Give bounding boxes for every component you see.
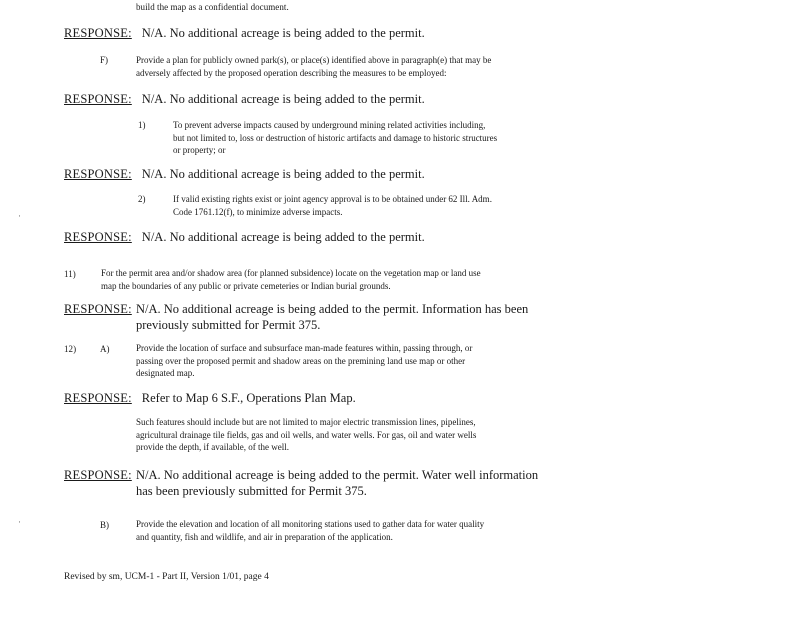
item-f-line: adversely affected by the proposed operation describing the measures to be employed: (136, 67, 447, 78)
top-fragment: build the map as a confidential document. (136, 2, 289, 12)
item-12-marker: 12) (64, 344, 77, 354)
response-label: RESPONSE: (64, 391, 132, 405)
note-12a-line: agricultural drainage tile fields, gas and oil wells, and water wells. For gas, oil and water wells (136, 429, 477, 440)
item-2-line: Code 1761.12(f), to minimize adverse impacts. (173, 206, 343, 217)
response-6 (64, 392, 356, 405)
item-12a-text (136, 342, 472, 380)
stray-mark: · (18, 211, 21, 221)
response-7 (136, 467, 538, 499)
item-1-text (173, 119, 497, 157)
response-text: N/A. No additional acreage is being added to the permit. (141, 26, 425, 40)
response-5 (136, 301, 528, 333)
item-11-text (101, 267, 481, 292)
response-5-label-row (64, 303, 132, 316)
response-label: RESPONSE: (64, 230, 132, 244)
response-1 (64, 27, 425, 40)
response-text: N/A. No additional acreage is being added to the permit. (141, 230, 425, 244)
item-12a-line: passing over the proposed permit and shadow areas on the premining land use map or other (136, 355, 466, 366)
item-12a-marker: A) (100, 344, 110, 354)
response-4 (64, 231, 425, 244)
page-footer: Revised by sm, UCM-1 - Part II, Version 1/01, page 4 (64, 572, 269, 582)
response-label: RESPONSE: (64, 302, 132, 316)
note-12a (136, 416, 476, 454)
item-b-line: and quantity, fish and wildlife, and air in preparation of the application. (136, 531, 393, 542)
item-b-marker: B) (100, 520, 110, 530)
response-text-line: has been previously submitted for Permit 375. (136, 484, 367, 498)
response-text: N/A. No additional acreage is being added to the permit. (141, 167, 425, 181)
item-12a-line: Provide the location of surface and subsurface man-made features within, passing through, or (136, 343, 473, 353)
item-2-text (173, 193, 492, 218)
response-text-line: N/A. No additional acreage is being added to the permit. Water well information (136, 468, 539, 482)
item-f-line: Provide a plan for publicly owned park(s), or place(s) identified above in paragraph(e) that may be (136, 55, 492, 65)
response-label: RESPONSE: (64, 92, 132, 106)
note-12a-line: Such features should include but are not limited to major electric transmission lines, pipelines, (136, 417, 476, 427)
item-11-line: map the boundaries of any public or private cemeteries or Indian burial grounds. (101, 280, 391, 291)
response-text: Refer to Map 6 S.F., Operations Plan Map. (141, 391, 356, 405)
item-12a-line: designated map. (136, 368, 195, 378)
item-2-marker: 2) (138, 194, 146, 204)
response-text: N/A. No additional acreage is being added to the permit. (141, 92, 425, 106)
response-text-line: previously submitted for Permit 375. (136, 318, 321, 332)
item-11-marker: 11) (64, 269, 76, 279)
item-1-marker: 1) (138, 120, 146, 130)
response-3 (64, 168, 425, 181)
item-f-text (136, 54, 491, 79)
response-7-label-row (64, 469, 132, 482)
item-b-text (136, 518, 484, 543)
item-b-line: Provide the elevation and location of all monitoring stations used to gather data for water quality (136, 519, 485, 529)
item-f-marker: F) (100, 55, 109, 65)
response-2 (64, 93, 425, 106)
item-1-line: but not limited to, loss or destruction of historic artifacts and damage to historic structures (173, 132, 498, 143)
response-label: RESPONSE: (64, 26, 132, 40)
note-12a-line: provide the depth, if available, of the well. (136, 442, 289, 452)
stray-mark: · (18, 517, 21, 527)
item-1-line: To prevent adverse impacts caused by underground mining related activities including, (173, 120, 486, 130)
item-1-line: or property; or (173, 145, 226, 155)
item-2-line: If valid existing rights exist or joint agency approval is to be obtained under 62 Ill. Adm. (173, 194, 492, 204)
response-label: RESPONSE: (64, 468, 132, 482)
response-text-line: N/A. No additional acreage is being added to the permit. Information has been (136, 302, 529, 316)
response-label: RESPONSE: (64, 167, 132, 181)
item-11-line: For the permit area and/or shadow area (for planned subsidence) locate on the vegetation map or land use (101, 268, 481, 278)
